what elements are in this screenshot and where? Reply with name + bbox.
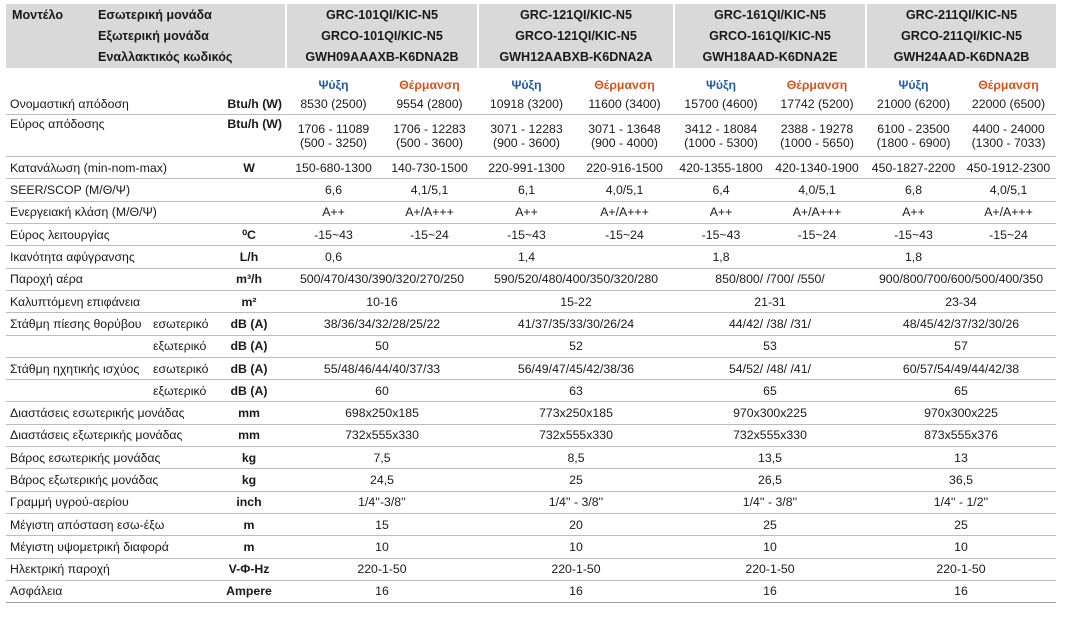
model-2-indoor: GRC-121QI/KIC-N5 <box>478 4 674 25</box>
row-label: Διαστάσεις εξωτερικής μονάδας <box>6 424 216 446</box>
row-dimensions-indoor <box>6 402 1056 424</box>
row-label: Μέγιστη απόσταση εσω-έξω <box>6 513 216 535</box>
row-sound-power-indoor <box>6 357 1056 379</box>
value-cell: 25 <box>478 469 674 491</box>
value-cell: 10-16 <box>286 290 478 312</box>
row-unit <box>216 179 286 201</box>
value-cell: 220-916-1500 <box>575 157 674 179</box>
value-cell: 6100 - 23500 (1800 - 6900) <box>866 115 961 157</box>
value-cell: 150-680-1300 <box>286 157 381 179</box>
value-cell: 38/36/34/32/28/25/22 <box>286 313 478 335</box>
value-cell: A+/A+++ <box>768 201 866 223</box>
value-cell: 3071 - 12283 (900 - 3600) <box>478 115 575 157</box>
mode-cool: Ψύξη <box>318 77 349 92</box>
row-label: Κατανάλωση (min-nom-max) <box>6 157 216 179</box>
value-cell: 0,6 <box>286 246 381 268</box>
value-cell: 10 <box>866 536 1056 558</box>
model-3-outdoor: GRCO-161QI/KIC-N5 <box>674 25 866 46</box>
value-cell: A++ <box>478 201 575 223</box>
row-label: Στάθμη ηχητικής ισχύος εσωτερικό <box>6 357 216 379</box>
row-label: Μέγιστη υψομετρική διαφορά <box>6 536 216 558</box>
value-cell: 970x300x225 <box>866 402 1056 424</box>
value-cell: 4,0/5,1 <box>961 179 1056 201</box>
row-label: Βάρος εξωτερικής μονάδας <box>6 469 216 491</box>
value-cell: 900/800/700/600/500/400/350 <box>866 268 1056 290</box>
value-cell: 850/800/ /700/ /550/ <box>674 268 866 290</box>
model-3-alt-code: GWH18AAD-K6DNA2E <box>674 47 866 68</box>
alt-code-label: Εναλλακτικός κωδικός <box>98 50 233 65</box>
mode-heat: Θέρμανση <box>399 77 460 92</box>
row-label: Διαστάσεις εσωτερικής μονάδας <box>6 402 216 424</box>
value-cell: 36,5 <box>866 469 1056 491</box>
value-cell: 732x555x330 <box>478 424 674 446</box>
value-cell: 22000 (6500) <box>961 93 1056 115</box>
value-cell: 698x250x185 <box>286 402 478 424</box>
row-unit: Btu/h (W) <box>216 115 286 157</box>
value-cell: 220-1-50 <box>478 558 674 580</box>
row-operating-range <box>6 224 1056 246</box>
row-fuse <box>6 580 1056 602</box>
value-cell: 15 <box>286 513 478 535</box>
row-unit: dB (A) <box>216 357 286 379</box>
value-cell: A+/A+++ <box>575 201 674 223</box>
value-cell: -15~43 <box>674 224 768 246</box>
row-covered-area <box>6 290 1056 312</box>
row-label: Ηλεκτρική παροχή <box>6 558 216 580</box>
value-cell: 52 <box>478 335 674 357</box>
value-cell: 9554 (2800) <box>381 93 478 115</box>
value-cell: 420-1340-1900 <box>768 157 866 179</box>
value-cell: 1/4''-3/8'' <box>286 491 478 513</box>
value-cell: 7,5 <box>286 447 478 469</box>
value-cell: 63 <box>478 380 674 402</box>
value-cell: 16 <box>674 580 866 602</box>
row-label: Ονομαστική απόδοση <box>6 93 216 115</box>
row-max-height-difference <box>6 536 1056 558</box>
value-cell: 773x250x185 <box>478 402 674 424</box>
value-cell: A+/A+++ <box>961 201 1056 223</box>
row-unit: V-Φ-Hz <box>216 558 286 580</box>
alt-code-header-cell <box>6 47 286 68</box>
value-cell: 20 <box>478 513 674 535</box>
value-cell: 44/42/ /38/ /31/ <box>674 313 866 335</box>
value-cell: 1,4 <box>478 246 575 268</box>
row-unit: mm <box>216 402 286 424</box>
model-4-alt-code: GWH24AAD-K6DNA2B <box>866 47 1056 68</box>
row-unit: Ampere <box>216 580 286 602</box>
row-sound-power-outdoor <box>6 380 1056 402</box>
mode-heat: Θέρμανση <box>978 77 1039 92</box>
row-unit: dB (A) <box>216 335 286 357</box>
row-label: Εύρος απόδοσης <box>6 115 216 157</box>
row-capacity <box>6 93 1056 115</box>
row-range <box>6 115 1056 157</box>
mode-heat: Θέρμανση <box>786 77 848 92</box>
row-label: Καλυπτόμενη επιφάνεια <box>6 290 216 312</box>
value-cell: 220-1-50 <box>286 558 478 580</box>
value-cell: 1,8 <box>866 246 961 268</box>
outdoor-header-cell <box>6 25 286 46</box>
value-cell: A+/A+++ <box>381 201 478 223</box>
value-cell: -15~43 <box>866 224 961 246</box>
model-2-outdoor: GRCO-121QI/KIC-N5 <box>478 25 674 46</box>
value-cell: 25 <box>674 513 866 535</box>
indoor-unit-label: Εσωτερική μονάδα <box>98 7 212 22</box>
row-label: Γραμμή υγρού-αερίου <box>6 491 216 513</box>
model-header-cell <box>6 4 286 25</box>
row-label: SEER/SCOP (Μ/Θ/Ψ) <box>6 179 216 201</box>
value-cell: 10 <box>674 536 866 558</box>
value-cell: 4,0/5,1 <box>575 179 674 201</box>
row-unit: inch <box>216 491 286 513</box>
row-unit: L/h <box>216 246 286 268</box>
model-2-alt-code: GWH12AABXB-K6DNA2A <box>478 47 674 68</box>
value-cell: 16 <box>286 580 478 602</box>
value-cell: 1/4'' - 1/2'' <box>866 491 1056 513</box>
value-cell: 8,5 <box>478 447 674 469</box>
row-label: Παροχή αέρα <box>6 268 216 290</box>
value-cell: 6,1 <box>478 179 575 201</box>
header-row-outdoor <box>6 25 1056 46</box>
value-cell: 4400 - 24000 (1300 - 7033) <box>961 115 1056 157</box>
row-weight-indoor <box>6 447 1056 469</box>
value-cell: 60/57/54/49/44/42/38 <box>866 357 1056 379</box>
value-cell: 24,5 <box>286 469 478 491</box>
value-cell: 55/48/46/44/40/37/33 <box>286 357 478 379</box>
row-unit: dB (A) <box>216 313 286 335</box>
row-unit: mm <box>216 424 286 446</box>
value-cell: 10 <box>478 536 674 558</box>
row-unit: m <box>216 513 286 535</box>
value-cell: 970x300x225 <box>674 402 866 424</box>
value-cell: 13 <box>866 447 1056 469</box>
value-cell: 732x555x330 <box>674 424 866 446</box>
mode-row <box>6 68 1056 93</box>
model-label: Μοντέλο <box>12 7 64 22</box>
value-cell: -15~43 <box>478 224 575 246</box>
value-cell: 450-1912-2300 <box>961 157 1056 179</box>
value-cell: 48/45/42/37/32/30/26 <box>866 313 1056 335</box>
row-unit: kg <box>216 469 286 491</box>
mode-heat: Θέρμανση <box>594 77 655 92</box>
row-max-distance <box>6 513 1056 535</box>
value-cell: 8530 (2500) <box>286 93 381 115</box>
row-sound-pressure-outdoor <box>6 335 1056 357</box>
row-unit: ⁰C <box>216 224 286 246</box>
row-label: εξωτερικό <box>6 335 216 357</box>
row-consumption <box>6 157 1056 179</box>
value-cell: 220-991-1300 <box>478 157 575 179</box>
header-row-model <box>6 4 1056 25</box>
value-cell: 1/4'' - 3/8'' <box>478 491 674 513</box>
row-liquid-gas-line <box>6 491 1056 513</box>
row-energy-class <box>6 201 1056 223</box>
row-seer-scop <box>6 179 1056 201</box>
row-label: Ενεργειακή κλάση (Μ/Θ/Ψ) <box>6 201 216 223</box>
value-cell: 15-22 <box>478 290 674 312</box>
value-cell: A++ <box>674 201 768 223</box>
value-cell: 41/37/35/33/30/26/24 <box>478 313 674 335</box>
value-cell: 50 <box>286 335 478 357</box>
value-cell: 732x555x330 <box>286 424 478 446</box>
value-cell: 21-31 <box>674 290 866 312</box>
value-cell: 10918 (3200) <box>478 93 575 115</box>
value-cell: 17742 (5200) <box>768 93 866 115</box>
row-label: Βάρος εσωτερικής μονάδας <box>6 447 216 469</box>
row-unit <box>216 201 286 223</box>
row-power-supply <box>6 558 1056 580</box>
value-cell: A++ <box>286 201 381 223</box>
row-weight-outdoor <box>6 469 1056 491</box>
value-cell: -15~24 <box>381 224 478 246</box>
mode-cool: Ψύξη <box>705 77 737 92</box>
value-cell: 220-1-50 <box>674 558 866 580</box>
outdoor-unit-label: Εξωτερική μονάδα <box>98 28 209 43</box>
value-cell: 420-1355-1800 <box>674 157 768 179</box>
row-unit: m² <box>216 290 286 312</box>
value-cell: 57 <box>866 335 1056 357</box>
row-label: Εύρος λειτουργίας <box>6 224 216 246</box>
row-unit: m³/h <box>216 268 286 290</box>
value-cell: 590/520/480/400/350/320/280 <box>478 268 674 290</box>
value-cell: 1,8 <box>674 246 768 268</box>
value-cell: 13,5 <box>674 447 866 469</box>
value-cell: 60 <box>286 380 478 402</box>
row-label: Στάθμη πίεσης θορύβου εσωτερικό <box>6 313 216 335</box>
value-cell: 23-34 <box>866 290 1056 312</box>
value-cell: 54/52/ /48/ /41/ <box>674 357 866 379</box>
value-cell: 6,8 <box>866 179 961 201</box>
model-1-alt-code: GWH09AAAXB-K6DNA2B <box>286 47 478 68</box>
value-cell: 450-1827-2200 <box>866 157 961 179</box>
row-label: Ικανότητα αφύγρανσης <box>6 246 216 268</box>
value-cell: 140-730-1500 <box>381 157 478 179</box>
row-unit: m <box>216 536 286 558</box>
value-cell: 1706 - 12283 (500 - 3600) <box>381 115 478 157</box>
value-cell: 25 <box>866 513 1056 535</box>
row-unit: kg <box>216 447 286 469</box>
value-cell: 1706 - 11089 (500 - 3250) <box>286 115 381 157</box>
value-cell: 1/4'' - 3/8'' <box>674 491 866 513</box>
mode-cool: Ψύξη <box>898 77 929 92</box>
value-cell: 16 <box>866 580 1056 602</box>
value-cell: 16 <box>478 580 674 602</box>
value-cell: 873x555x376 <box>866 424 1056 446</box>
header-row-alt-code <box>6 47 1056 68</box>
value-cell: 21000 (6200) <box>866 93 961 115</box>
model-4-outdoor: GRCO-211QI/KIC-N5 <box>866 25 1056 46</box>
value-cell: 6,4 <box>674 179 768 201</box>
value-cell: 4,0/5,1 <box>768 179 866 201</box>
value-cell: 4,1/5,1 <box>381 179 478 201</box>
value-cell: -15~24 <box>768 224 866 246</box>
value-cell: 3412 - 18084 (1000 - 5300) <box>674 115 768 157</box>
row-label: Ασφάλεια <box>6 580 216 602</box>
value-cell: 11600 (3400) <box>575 93 674 115</box>
mode-cool: Ψύξη <box>511 77 542 92</box>
value-cell: 15700 (4600) <box>674 93 768 115</box>
model-3-indoor: GRC-161QI/KIC-N5 <box>674 4 866 25</box>
value-cell: 65 <box>866 380 1056 402</box>
value-cell: 2388 - 19278 (1000 - 5650) <box>768 115 866 157</box>
value-cell: A++ <box>866 201 961 223</box>
value-cell: 10 <box>286 536 478 558</box>
row-airflow <box>6 268 1056 290</box>
value-cell: 220-1-50 <box>866 558 1056 580</box>
value-cell: 56/49/47/45/42/38/36 <box>478 357 674 379</box>
row-unit: dB (A) <box>216 380 286 402</box>
value-cell: 26,5 <box>674 469 866 491</box>
value-cell: 53 <box>674 335 866 357</box>
specifications-table <box>6 4 1056 603</box>
value-cell: -15~24 <box>575 224 674 246</box>
value-cell: 3071 - 13648 (900 - 4000) <box>575 115 674 157</box>
model-4-indoor: GRC-211QI/KIC-N5 <box>866 4 1056 25</box>
value-cell: -15~24 <box>961 224 1056 246</box>
model-1-outdoor: GRCO-101QI/KIC-N5 <box>286 25 478 46</box>
row-dehumidification <box>6 246 1056 268</box>
value-cell: 65 <box>674 380 866 402</box>
model-1-indoor: GRC-101QI/KIC-N5 <box>286 4 478 25</box>
row-unit: Btu/h (W) <box>216 93 286 115</box>
value-cell: 500/470/430/390/320/270/250 <box>286 268 478 290</box>
row-label: εξωτερικό <box>6 380 216 402</box>
row-unit: W <box>216 157 286 179</box>
row-sound-pressure-indoor <box>6 313 1056 335</box>
value-cell: -15~43 <box>286 224 381 246</box>
row-dimensions-outdoor <box>6 424 1056 446</box>
value-cell: 6,6 <box>286 179 381 201</box>
